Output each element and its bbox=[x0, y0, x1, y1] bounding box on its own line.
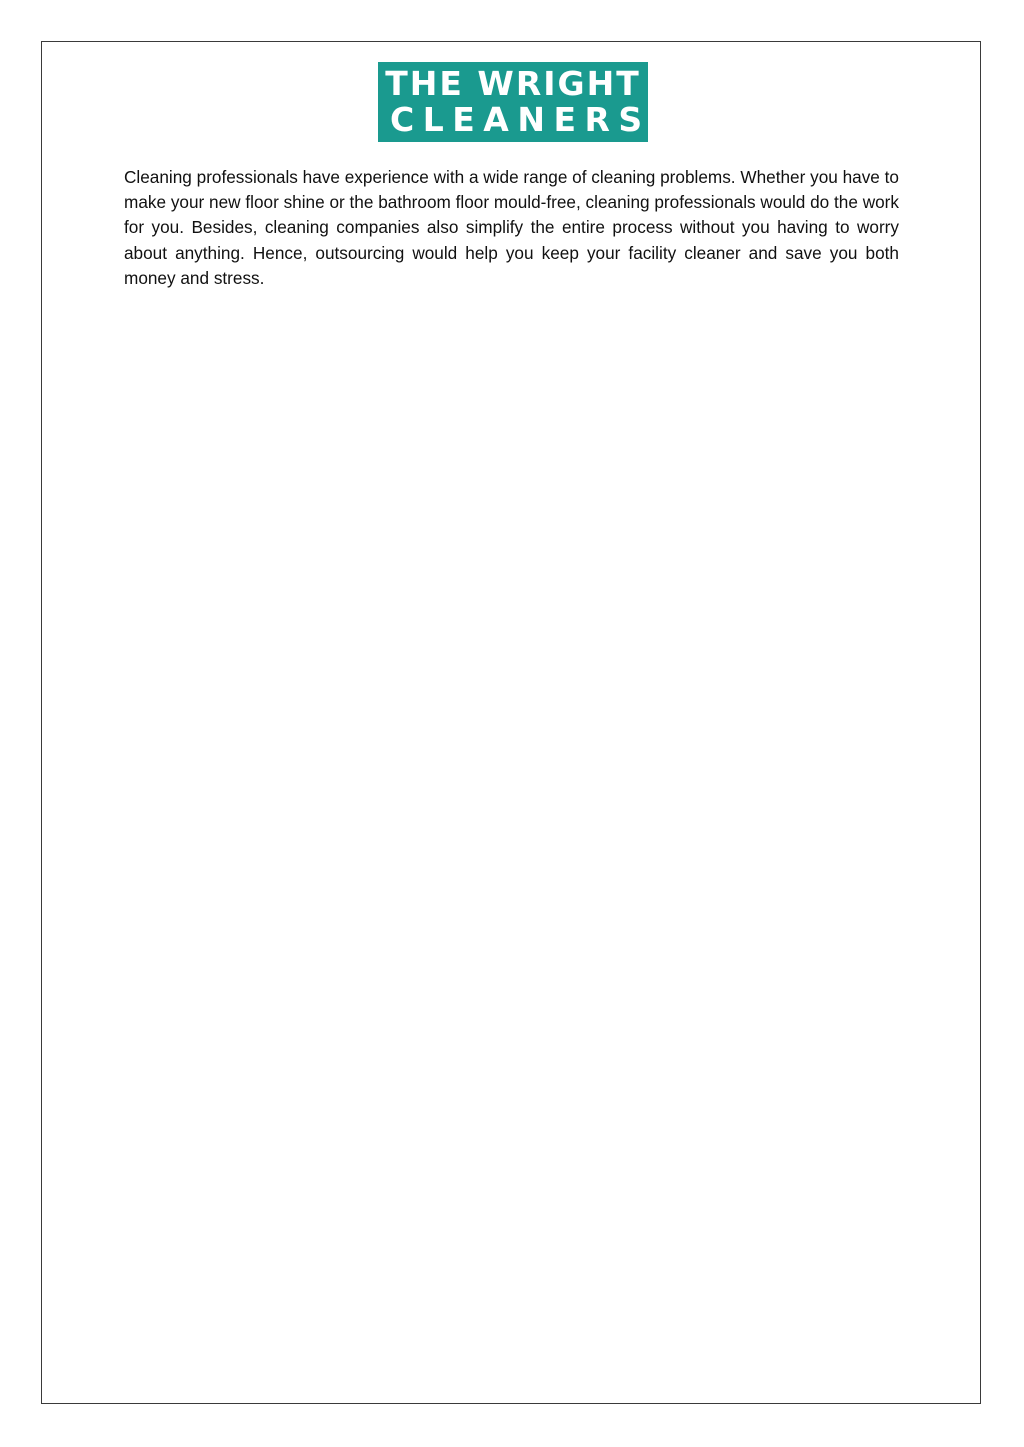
company-logo bbox=[378, 62, 651, 142]
body-paragraph: Cleaning professionals have experience with a wide range of cleaning problems. Whether you have to make your new floor shine or the bathroom floor mould-free, cleaning professionals would do the work for you. Besides, cleaning companies also simplify the entire process without you having to worry about anything. Hence, outsourcing would help you keep your facility cleaner and save you both money and stress. bbox=[124, 167, 899, 288]
logo-line-2: CLEANERS bbox=[390, 100, 651, 139]
logo-line-1: THE WRIGHT bbox=[385, 64, 641, 103]
